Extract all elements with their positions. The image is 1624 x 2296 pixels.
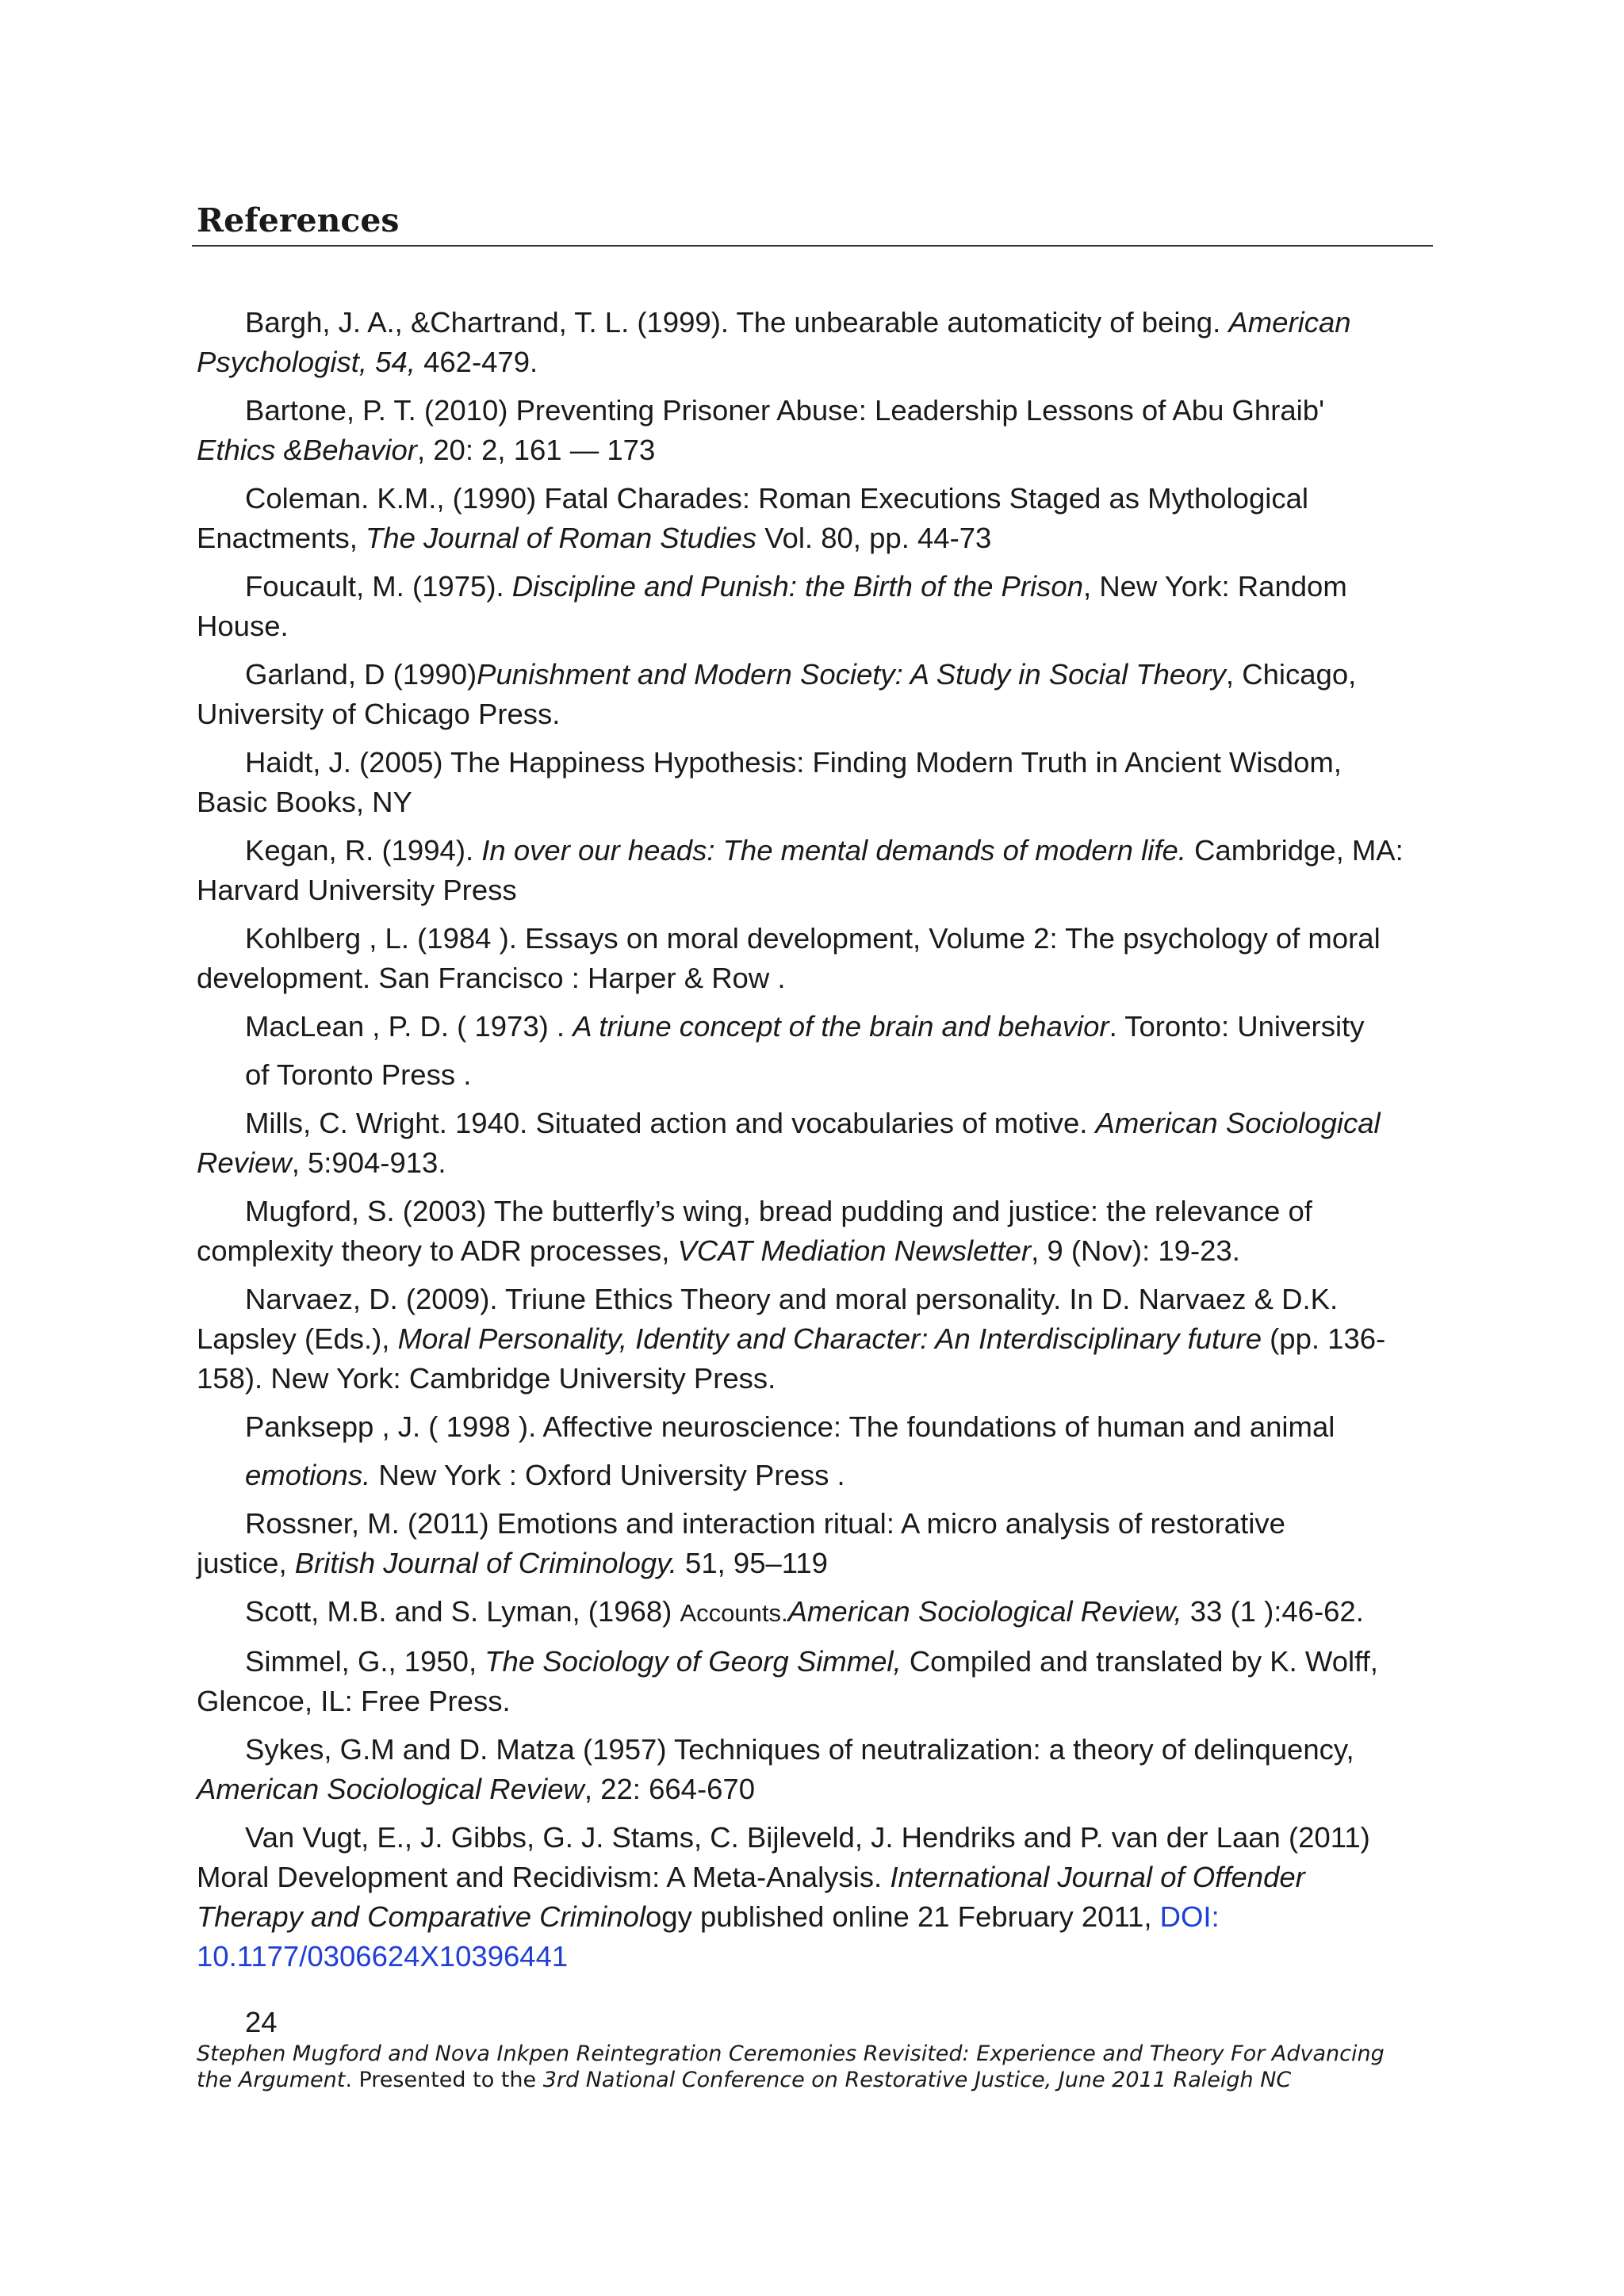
ref-italic-text: VCAT Mediation Newsletter [677, 1234, 1032, 1267]
ref-text: Accounts. [680, 1599, 788, 1627]
ref-text: Bargh, J. A., &Chartrand, T. L. (1999). The unbearable automaticity of being. [245, 306, 1229, 339]
ref-text: Lapsley (Eds.), [197, 1322, 398, 1355]
ref-text: Simmel, G., 1950, [245, 1645, 485, 1678]
footer-text: . Presented to the [345, 2068, 543, 2092]
ref-text: (pp. 136- [1262, 1322, 1386, 1355]
ref-text: , Chicago, [1225, 658, 1357, 691]
ref-text: Rossner, M. (2011) Emotions and interaction ritual: A micro analysis of restorative [245, 1507, 1285, 1540]
reference-entry [197, 831, 1434, 910]
ref-text: MacLean , P. D. ( 1973) . [245, 1010, 573, 1043]
reference-entry [197, 1007, 1434, 1095]
ref-text: Coleman. K.M., (1990) Fatal Charades: Roman Executions Staged as Mythological [245, 482, 1309, 515]
ref-text: development. San Francisco : Harper & Row . [197, 962, 786, 994]
ref-text: University of Chicago Press. [197, 698, 561, 730]
ref-italic-text: Psychologist, 54, [197, 346, 416, 378]
ref-text: Harvard University Press [197, 874, 517, 906]
ref-text: Haidt, J. (2005) The Happiness Hypothesis: Finding Modern Truth in Ancient Wisdom, [245, 746, 1342, 779]
ref-text: Garland, D (1990) [245, 658, 477, 691]
ref-text: Cambridge, MA: [1185, 834, 1404, 867]
doi-link[interactable]: DOI: [1159, 1900, 1220, 1933]
ref-text: Panksepp , J. ( 1998 ). Affective neuroscience: The foundations of human and animal [245, 1410, 1335, 1443]
reference-entry [197, 1642, 1434, 1721]
reference-entry [197, 743, 1434, 822]
ref-text: ogy published online 21 February 2011, [645, 1900, 1160, 1933]
ref-italic-text: American Sociological Review, [787, 1595, 1182, 1628]
ref-italic-text: Moral Personality, Identity and Character: An Interdisciplinary future [397, 1322, 1262, 1355]
ref-text: justice, [197, 1547, 295, 1579]
ref-text: complexity theory to ADR processes, [197, 1234, 678, 1267]
reference-entry [197, 1592, 1434, 1633]
ref-text: Basic Books, NY [197, 786, 412, 818]
reference-entry [197, 1104, 1434, 1183]
ref-italic-text: Punishment and Modern Society: A Study in Social Theory [477, 658, 1226, 691]
ref-italic-text: American [1228, 306, 1351, 339]
reference-list [197, 303, 1434, 1985]
reference-entry [197, 919, 1434, 998]
ref-text: Moral Development and Recidivism: A Meta-Analysis. [197, 1861, 891, 1893]
ref-text: Bartone, P. T. (2010) Preventing Prisoner Abuse: Leadership Lessons of Abu Ghraib' [245, 394, 1325, 427]
ref-text: , New York: Random [1083, 570, 1347, 603]
ref-text: Compiled and translated by K. Wolff, [901, 1645, 1378, 1678]
ref-text: Enactments, [197, 522, 366, 554]
ref-text: New York : Oxford University Press . [370, 1459, 845, 1491]
ref-italic-text: Review [197, 1146, 292, 1179]
ref-text: Mugford, S. (2003) The butterfly’s wing, bread pudding and justice: the relevance of [245, 1195, 1312, 1227]
page-number: 24 [245, 2006, 278, 2038]
ref-text: Kohlberg , L. (1984 ). Essays on moral development, Volume 2: The psychology of moral [245, 922, 1381, 955]
ref-text: , 5:904-913. [291, 1146, 446, 1179]
page-footer [197, 2041, 1434, 2093]
ref-italic-text: Discipline and Punish: the Birth of the Prison [511, 570, 1084, 603]
ref-text: 462-479. [415, 346, 538, 378]
reference-entry [197, 567, 1434, 646]
ref-italic-text: A triune concept of the brain and behavior [573, 1010, 1109, 1043]
doi-link[interactable]: 10.1177/0306624X10396441 [197, 1940, 569, 1973]
heading-rule [192, 245, 1433, 247]
reference-entry [197, 1730, 1434, 1809]
ref-italic-text: The Sociology of Georg Simmel, [485, 1645, 902, 1678]
ref-text: Vol. 80, pp. 44-73 [756, 522, 992, 554]
ref-text: Narvaez, D. (2009). Triune Ethics Theory and moral personality. In D. Narvaez & D.K. [245, 1283, 1339, 1315]
reference-entry [197, 1407, 1434, 1495]
reference-entry [197, 655, 1434, 734]
ref-text: , 22: 664-670 [584, 1773, 756, 1805]
ref-text: , 20: 2, 161 — 173 [416, 434, 656, 466]
reference-entry [197, 1504, 1434, 1583]
ref-text: 158). New York: Cambridge University Press. [197, 1362, 776, 1395]
ref-text: Sykes, G.M and D. Matza (1957) Techniques of neutralization: a theory of delinquency, [245, 1733, 1354, 1766]
ref-text: Kegan, R. (1994). [245, 834, 482, 867]
reference-entry [197, 479, 1434, 558]
section-heading: References [197, 201, 400, 239]
ref-text: House. [197, 610, 289, 642]
document-page [197, 0, 1434, 2296]
footer-italic-text: Stephen Mugford and Nova Inkpen Reintegration Ceremonies Revisited: Experience and Theory For Advancing [197, 2042, 1385, 2066]
ref-text: Foucault, M. (1975). [245, 570, 512, 603]
ref-text: Glencoe, IL: Free Press. [197, 1685, 511, 1717]
footer-italic-text: the Argument [197, 2068, 346, 2092]
ref-italic-text: The Journal of Roman Studies [366, 522, 757, 554]
ref-text: 33 (1 ):46-62. [1182, 1595, 1364, 1628]
reference-entry [197, 1192, 1434, 1271]
reference-entry [197, 303, 1434, 382]
ref-text: Mills, C. Wright. 1940. Situated action and vocabularies of motive. [245, 1107, 1096, 1139]
ref-italic-text: American Sociological Review [197, 1773, 584, 1805]
reference-entry [197, 1280, 1434, 1399]
ref-italic-text: American Sociological [1095, 1107, 1381, 1139]
ref-italic-text: In over our heads: The mental demands of modern life. [481, 834, 1186, 867]
ref-text: , 9 (Nov): 19-23. [1031, 1234, 1240, 1267]
ref-italic-text: emotions. [245, 1459, 371, 1491]
footer-italic-text: 3rd National Conference on Restorative Justice, June 2011 Raleigh NC [542, 2068, 1292, 2092]
ref-text: Van Vugt, E., J. Gibbs, G. J. Stams, C. Bijleveld, J. Hendriks and P. van der Laan (2011) [245, 1821, 1370, 1854]
ref-italic-text: British Journal of Criminology. [294, 1547, 677, 1579]
reference-entry [197, 391, 1434, 470]
ref-text: Scott, M.B. and S. Lyman, (1968) [245, 1595, 680, 1628]
ref-text: of Toronto Press . [245, 1058, 472, 1091]
reference-entry [197, 1818, 1434, 1976]
ref-text: 51, 95–119 [676, 1547, 828, 1579]
ref-italic-text: International Journal of Offender [890, 1861, 1305, 1893]
ref-italic-text: Ethics &Behavior [197, 434, 417, 466]
ref-text: . Toronto: University [1109, 1010, 1365, 1043]
ref-italic-text: Therapy and Comparative Criminol [197, 1900, 645, 1933]
